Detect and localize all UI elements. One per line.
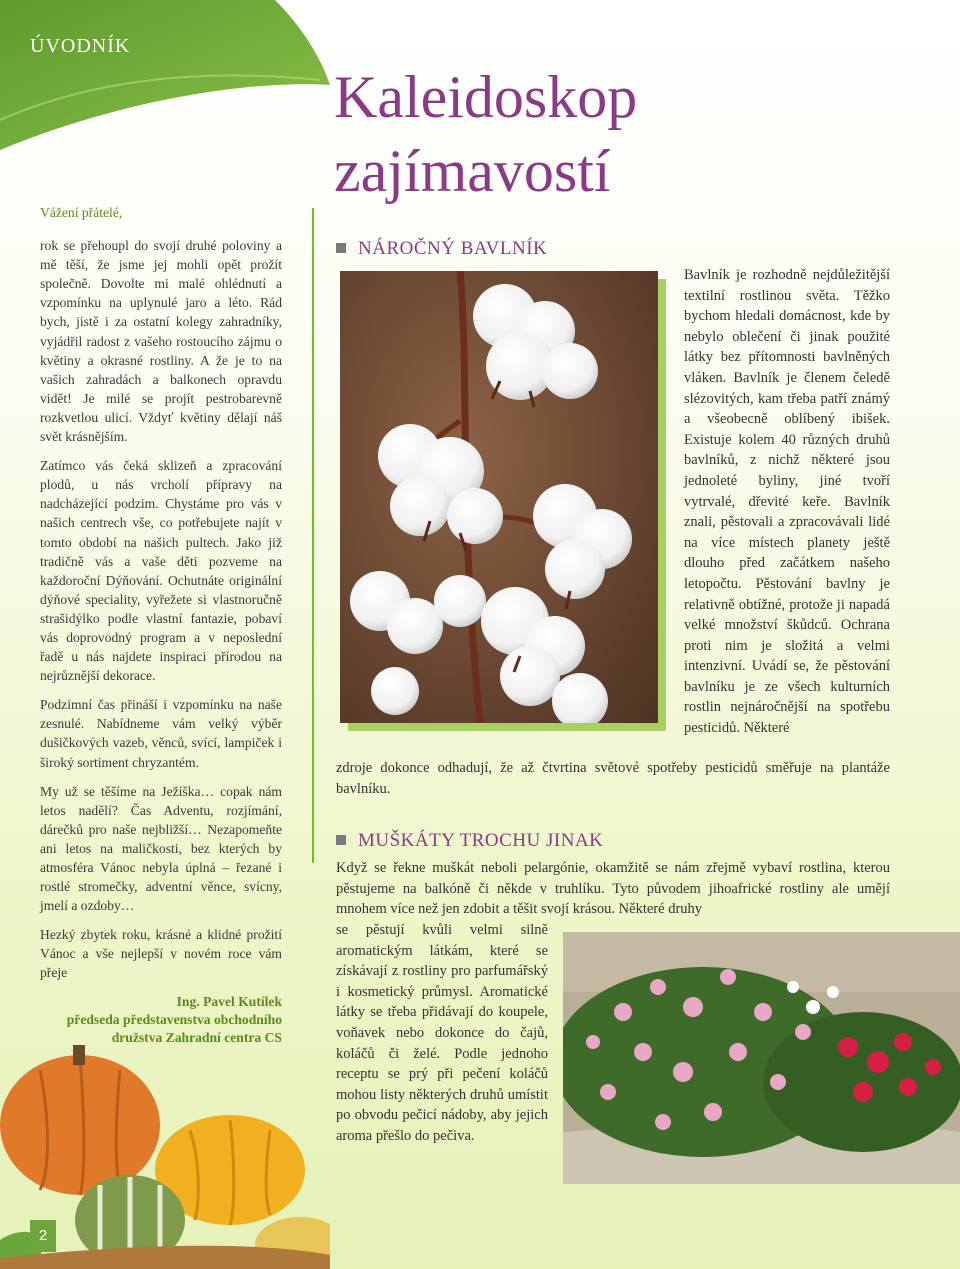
editorial-paragraph-4: My už se těšíme na Ježíška… copak nám letos nadělí? Čas Adventu, rozjímání, dárečků pro naše nejbližší… Nezapomeňte ani letos na maličkosti, bez kterých by atmosféra Vánoc nebyla úplná – řezané i rostlé stromečky, adventní věnce, svícny, jmelí a ozdoby… bbox=[40, 783, 282, 914]
editorial-paragraph-2: Zatímco vás čeká sklizeň a zpracování plodů, u nás vrcholí přípravy na nadcházející podzim. Chystáme pro vás v našich centrech vše, co potřebujete najít v tomto období na našich pultech. Jako již tradičně vás a vaše děti pozveme na každoroční Dýňování. Ochutnáte originální dýňové speciality, vyřežete si vlastnoručně strašidýlko podle vlastní fantazie, pobaví vás doprovodný program a v neposlední řadě u nás najdete inspiraci přírodou na nejrůznější dekorace. bbox=[40, 458, 282, 684]
signature-name: Ing. Pavel Kutílek bbox=[176, 993, 282, 1009]
signature-role-2: družstva Zahradní centra CS bbox=[111, 1029, 282, 1045]
editorial-paragraph-3: Podzimní čas přináší i vzpomínku na naše zesnulé. Nabídneme vám velký výběr dušičkových vazeb, věnců, svící, lampiček i široký sortiment chryzantém. bbox=[40, 697, 282, 770]
pelargonium-photo bbox=[563, 932, 960, 1184]
cotton-heading bbox=[336, 238, 547, 260]
cotton-heading-text: NÁROČNÝ BAVLNÍK bbox=[358, 238, 548, 259]
editorial-column bbox=[40, 203, 282, 1047]
cotton-photo bbox=[340, 271, 658, 723]
page-title bbox=[334, 60, 637, 208]
bullet-square-icon bbox=[336, 835, 346, 845]
editorial-greeting: Vážení přátelé, bbox=[40, 205, 123, 220]
leaf-header-graphic bbox=[0, 0, 330, 150]
editorial-signature bbox=[40, 993, 282, 1047]
pelargonium-heading bbox=[336, 830, 603, 852]
signature-role-1: předseda představenstva obchodního bbox=[66, 1011, 282, 1027]
page-number: 2 bbox=[30, 1220, 56, 1252]
editorial-paragraph-5: Hezký zbytek roku, krásné a klidné prožití Vánoc a vše nejlepší v novém roce vám přeje bbox=[40, 927, 282, 981]
page-title-line-2: zajímavostí bbox=[334, 138, 611, 204]
column-divider bbox=[312, 208, 314, 863]
editorial-paragraph-1: rok se přehoupl do svojí druhé poloviny a mě těší, že jsme jej mohli opět prožít společně. Dovolte mi malé ohlédnutí a vzpomínku na uplynulé jaro a léto. Rád bych, jistě i za ostatní kolegy zahradníky, vyjádřil radost z vašeho rostoucího zájmu o květiny a okrasné rostliny. A že je to na vašich zahradách a balkonech opravdu vidět! Je milé se projít pestrobarevně rozkvetlou ulicí. Vždyť květiny dělají náš svět krásnějším. bbox=[40, 238, 282, 445]
pelargonium-intro: Když se řekne muškát neboli pelargónie, okamžitě se nám zřejmě vybaví rostlina, kterou pěstujeme na balkóně či někde v truhlíku. Tyto původem jihoafrické rostliny ale umějí mnohem více než jen zdobit a těšit svojí krásou. Některé druhy bbox=[336, 860, 890, 918]
pelargonium-body: se pěstují kvůli velmi silně aromatickým látkám, které se získávají z rostliny pro parfumářský i kosmetický průmysl. Aromatické látky se třeba přidávají do koupele, voňavek nebo dokonce do čajů, koláčů či želé. Podle jednoho receptu se prý při pečení koláčů mohou listy některých druhů umístit po obvodu pečicí nádoby, aby jejich aroma přešlo do pečiva. bbox=[336, 922, 548, 1144]
bullet-square-icon bbox=[336, 243, 346, 253]
cotton-body-continued: zdroje dokonce odhadují, že až čtvrtina světové spotřeby pesticidů směřuje na plantáže bavlníku. bbox=[336, 760, 890, 797]
cotton-body: Bavlník je rozhodně nejdůležitější textilní rostlinou světa. Těžko bychom hledali domácnost, kde by nebylo oblečení či jinak použité látky bez přítomnosti bavlněných vláken. Bavlník je členem čeledě slézovitých, kam třeba patří známý a všeobecně oblíbený ibišek. Existuje kolem 40 různých druhů bavlníků, z nichž některé jsou jednoleté byliny, jiné tvoří vytrvalé, dřevité keře. Bavlník znali, pěstovali a zpracovávali lidé na více místech planety ještě dlouho před začátkem našeho letopočtu. Pěstování bavlny je relativně obtížné, protože ji napadá velké množství škůdců. Ochrana proti nim je složitá a velmi intenzivní. Uvádí se, že pěstování bavlníku je ze všech kulturních rostlin nejnáročnější na spotřebu pesticidů. Některé bbox=[684, 267, 890, 737]
section-label: ÚVODNÍK bbox=[30, 35, 131, 57]
pelargonium-heading-text: MUŠKÁTY TROCHU JINAK bbox=[358, 830, 604, 851]
page-title-line-1: Kaleidoskop bbox=[334, 64, 638, 130]
